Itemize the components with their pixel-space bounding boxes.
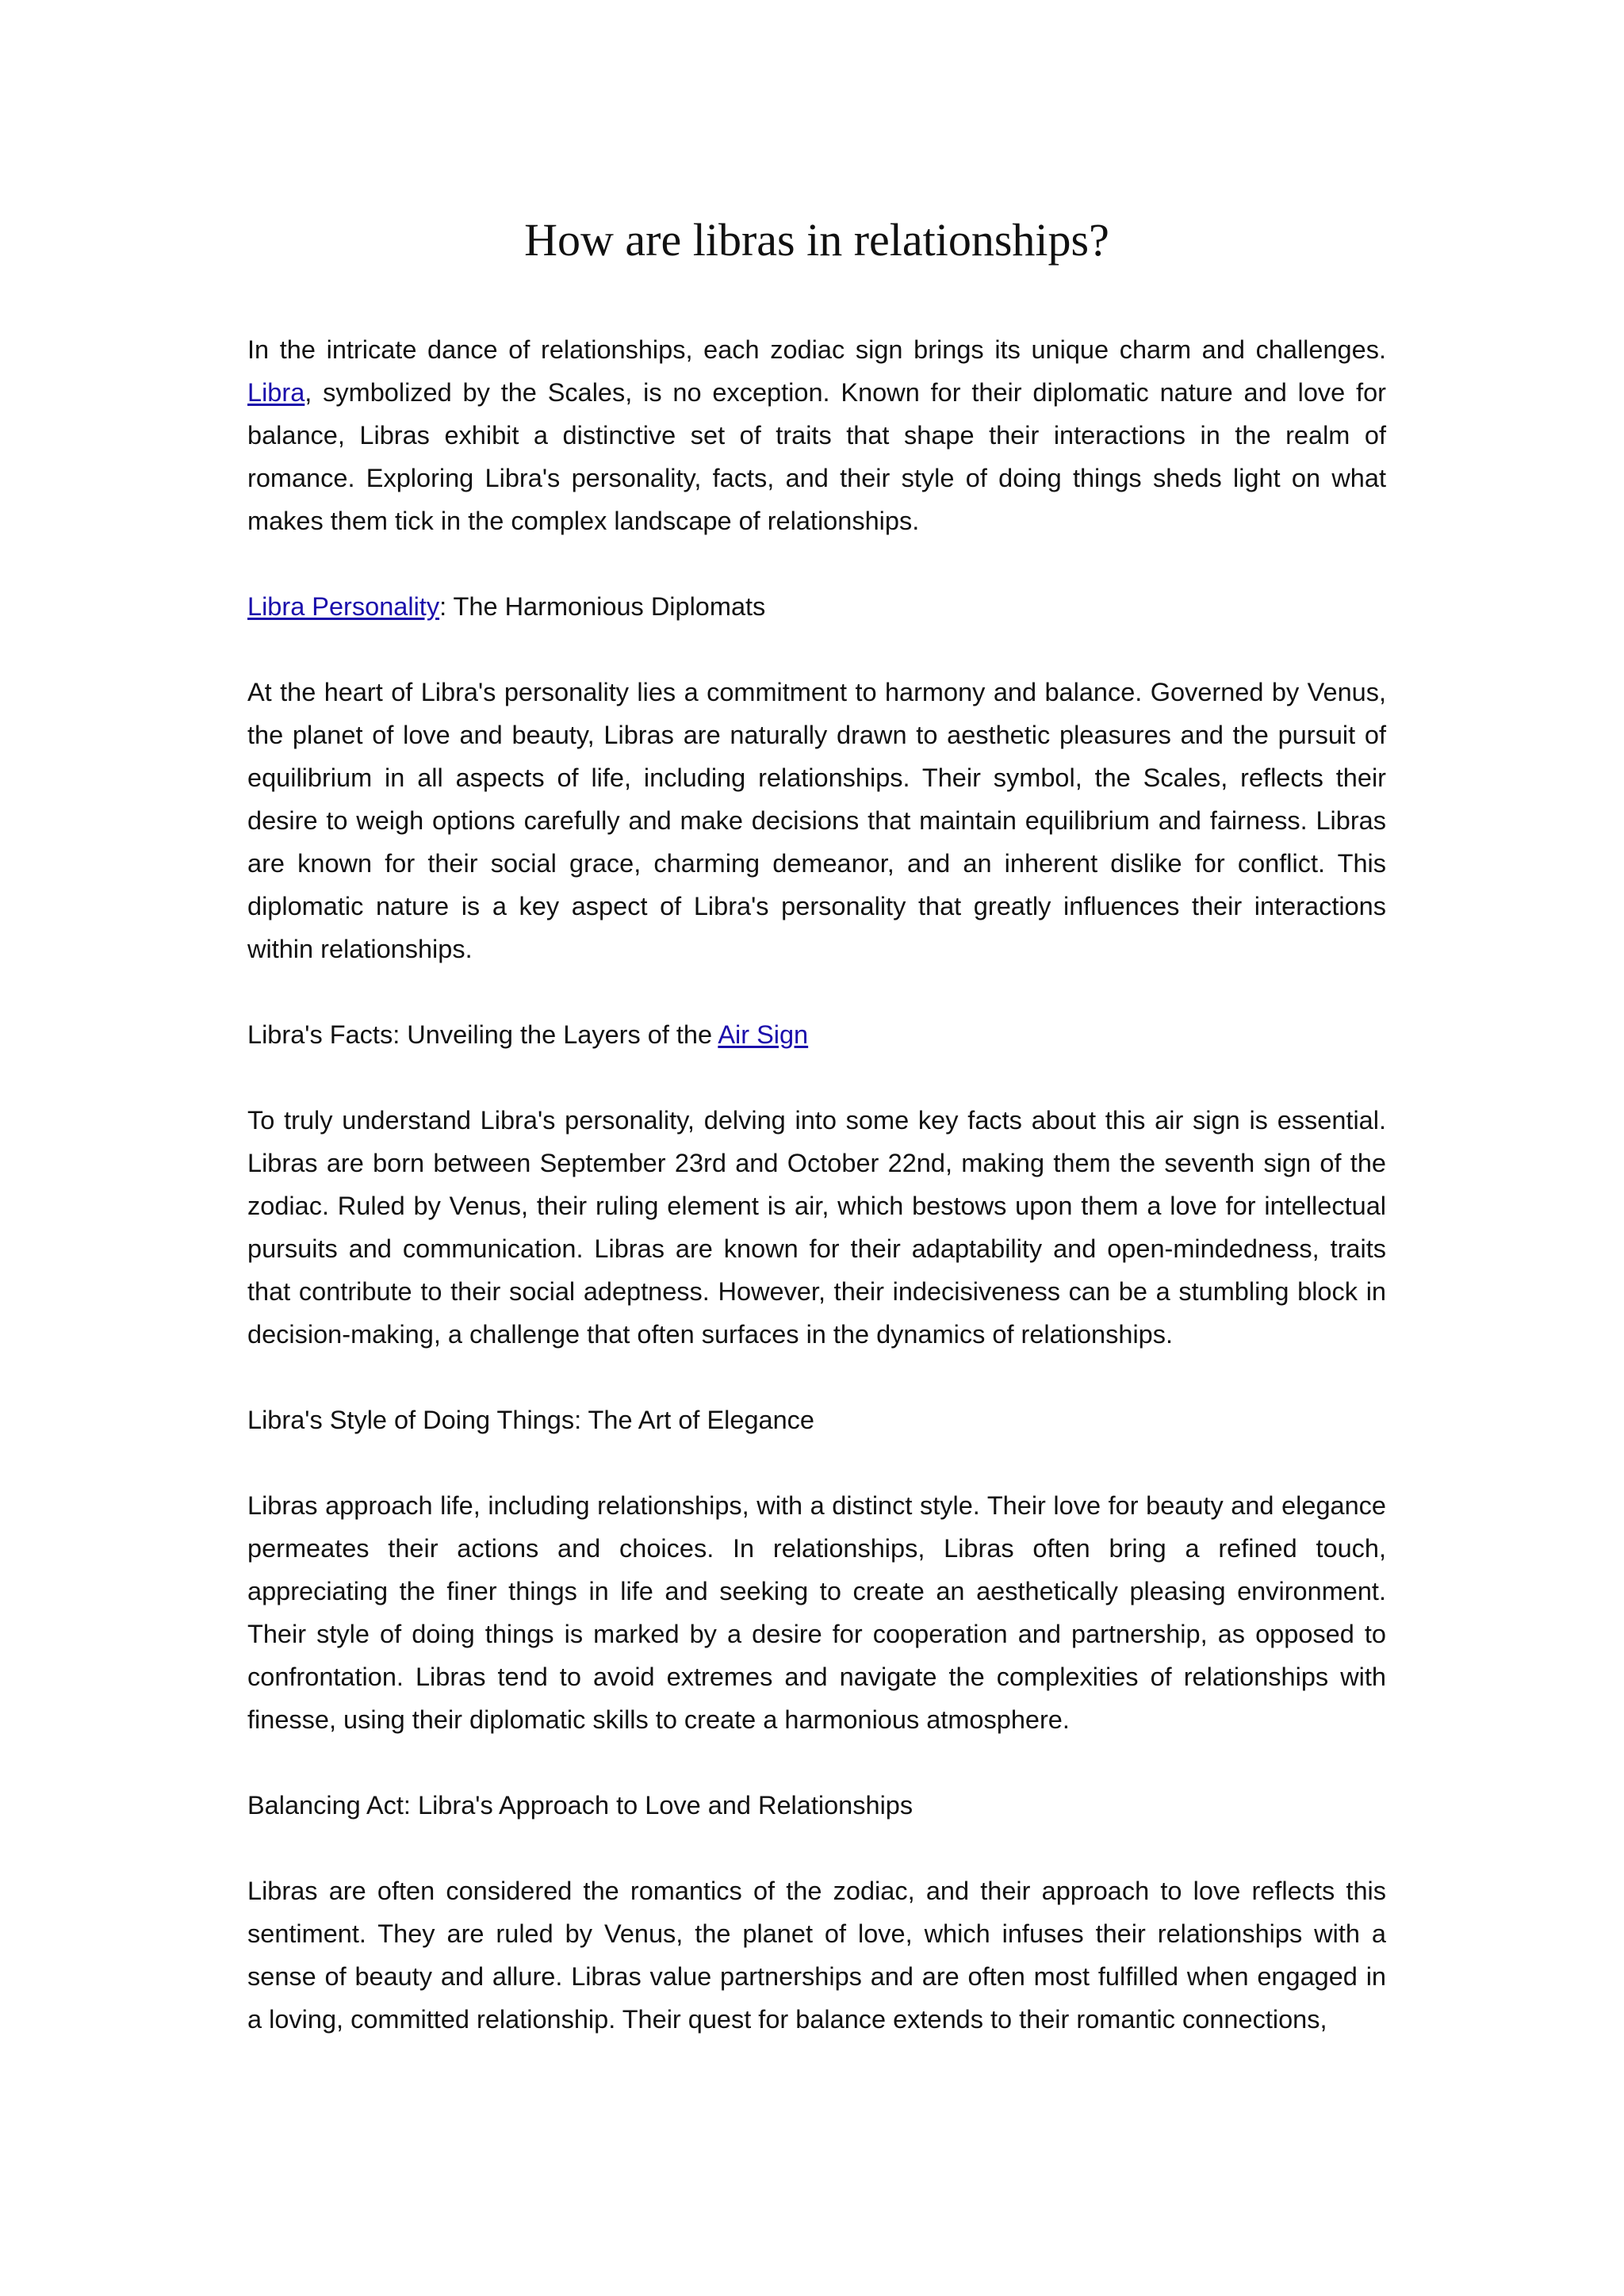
section-paragraph-libra-style: Libras approach life, including relationships, with a distinct style. Their love for beauty and elegance permeates their actions and choices. In relationships, Libras often bring a refined touch, appreciating the finer things in life and seeking to create an aesthetically pleasing environment. Their style of doing things is marked by a desire for cooperation and partnership, as opposed to confrontation. Libras tend to avoid extremes and navigate the complexities of relationships with finesse, using their diplomatic skills to create a harmonious atmosphere. <box>247 1491 1386 1734</box>
intro-text-after: , symbolized by the Scales, is no exception. Known for their diplomatic nature and love for balance, Libras exhibit a distinctive set of traits that shape their interactions in the realm of romance. Exploring Libra's personality, facts, and their style of doing things sheds light on what makes them tick in the complex landscape of relationships. <box>247 378 1386 535</box>
section-heading-libra-style: Libra's Style of Doing Things: The Art of Elegance <box>247 1406 814 1434</box>
section-paragraph-balancing-act: Libras are often considered the romantics of the zodiac, and their approach to love reflects this sentiment. They are ruled by Venus, the planet of love, which infuses their relationships with a sense of beauty and allure. Libras value partnerships and are often most fulfilled when engaged in a loving, committed relationship. Their quest for balance extends to their romantic connections, <box>247 1877 1386 2034</box>
air-sign-link[interactable]: Air Sign <box>718 1020 809 1049</box>
section-paragraph-libra-personality: At the heart of Libra's personality lies a commitment to harmony and balance. Governed by Venus, the planet of love and beauty, Libras are naturally drawn to aesthetic pleasures and the pursuit of equilibrium in all aspects of life, including relationships. Their symbol, the Scales, reflects their desire to weigh options carefully and make decisions that maintain equilibrium and fairness. Libras are known for their social grace, charming demeanor, and an inherent dislike for conflict. This diplomatic nature is a key aspect of Libra's personality that greatly influences their interactions within relationships. <box>247 678 1386 963</box>
libra-link[interactable]: Libra <box>247 378 305 407</box>
document-body <box>247 205 1386 2084</box>
intro-text-before: In the intricate dance of relationships, each zodiac sign brings its unique charm and challenges. <box>247 335 1386 364</box>
section-heading-balancing-act: Balancing Act: Libra's Approach to Love and Relationships <box>247 1791 914 1820</box>
section-paragraph-libra-facts: To truly understand Libra's personality, delving into some key facts about this air sign is essential. Libras are born between September 23rd and October 22nd, making them the seventh sign of the zodiac. Ruled by Venus, their ruling element is air, which bestows upon them a love for intellectual pursuits and communication. Libras are known for their adaptability and open-mindedness, traits that contribute to their social adeptness. However, their indecisiveness can be a stumbling block in decision-making, a challenge that often surfaces in the dynamics of relationships. <box>247 1106 1386 1349</box>
intro-paragraph <box>247 328 1386 542</box>
section-heading-libra-facts <box>247 1013 1386 1056</box>
section-heading-text: Libra's Facts: Unveiling the Layers of the <box>247 1020 718 1049</box>
page-title: How are libras in relationships? <box>524 214 1109 266</box>
libra-personality-link[interactable]: Libra Personality <box>247 592 440 621</box>
section-heading-text: : The Harmonious Diplomats <box>439 592 766 621</box>
section-heading-libra-personality <box>247 585 1386 628</box>
